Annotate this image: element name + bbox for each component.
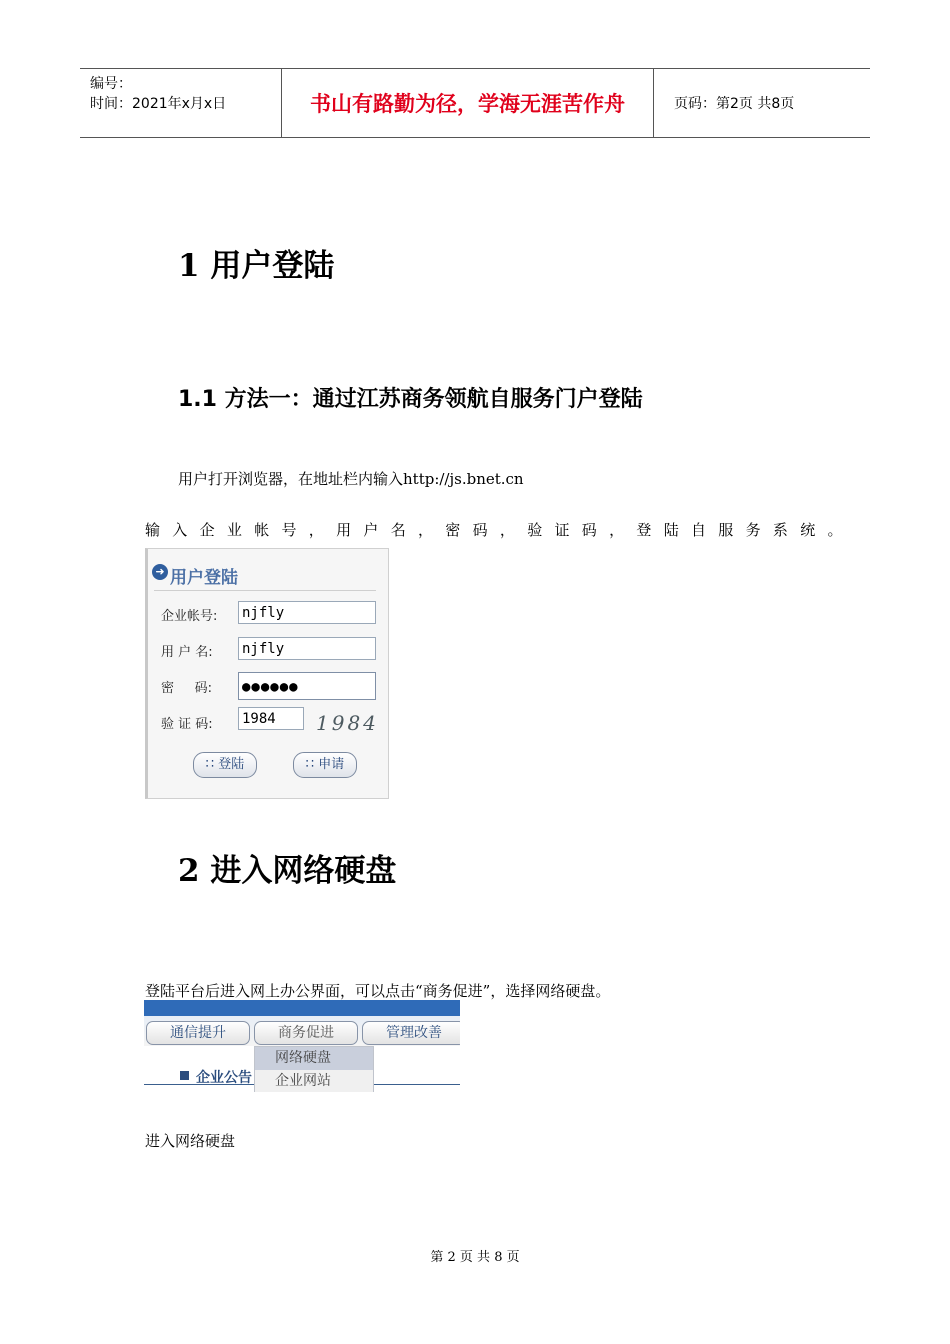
account-input[interactable]: njfly [238, 601, 376, 624]
divider [154, 590, 376, 591]
login-panel-title: 用户登陆 [170, 568, 238, 588]
username-label: 用 户 名: [161, 645, 213, 660]
dots-icon: ∷ [205, 757, 219, 772]
arrow-circle-icon: ➜ [152, 564, 168, 580]
tab-business-promotion[interactable]: 商务促进 [254, 1021, 358, 1045]
apply-button[interactable] [293, 752, 357, 778]
dropdown-menu [254, 1046, 374, 1092]
page-footer: 第 2 页 共 8 页 [430, 1250, 520, 1265]
paragraph-open-browser: 用户打开浏览器，在地址栏内输入http://js.bnet.cn [178, 470, 524, 488]
password-input[interactable]: ●●●●●● [238, 672, 376, 700]
username-input[interactable]: njfly [238, 637, 376, 660]
header-page-code [664, 69, 870, 137]
number-label: 编号： [90, 76, 132, 92]
header-motto: 书山有路勤为径，学海无涯苦作舟 [282, 69, 654, 137]
square-bullet-icon [180, 1071, 189, 1080]
header-meta-cell [80, 69, 282, 137]
captcha-label: 验 证 码: [161, 717, 213, 732]
heading-user-login: 1 用户登陆 [178, 248, 335, 284]
login-panel [145, 548, 389, 799]
menu-item-network-disk[interactable]: 网络硬盘 [255, 1047, 373, 1070]
captcha-image: 1984 [316, 711, 379, 735]
paragraph-enter-credentials: 输入企业帐号，用户名，密码，验证码，登陆自服务系统。 [145, 521, 855, 539]
account-label: 企业帐号: [161, 609, 218, 624]
password-label: 密 码: [161, 681, 213, 696]
paragraph-enter-office: 登陆平台后进入网上办公界面，可以点击“商务促进”，选择网络硬盘。 [145, 982, 611, 1000]
paragraph-enter-disk: 进入网络硬盘 [145, 1132, 236, 1150]
menu-item-company-website[interactable]: 企业网站 [275, 1073, 331, 1089]
login-button[interactable] [193, 752, 257, 778]
tab-management[interactable]: 管理改善 [362, 1021, 460, 1045]
captcha-input[interactable]: 1984 [238, 707, 304, 730]
subheading-method-one: 1.1 方法一：通过江苏商务领航自服务门户登陆 [178, 387, 643, 412]
time-label: 时间：2021年x月x日 [90, 96, 227, 112]
dots-icon: ∷ [305, 757, 319, 772]
login-button-label: 登陆 [218, 757, 245, 772]
tab-communication[interactable]: 通信提升 [146, 1021, 250, 1045]
page-header [80, 68, 870, 138]
heading-network-disk: 2 进入网络硬盘 [178, 853, 397, 889]
page-code-text: 页码：第2页 共8页 [674, 96, 795, 112]
apply-button-label: 申请 [318, 757, 345, 772]
section-announcements: 企业公告 [196, 1070, 252, 1086]
office-menu [144, 1000, 460, 1092]
